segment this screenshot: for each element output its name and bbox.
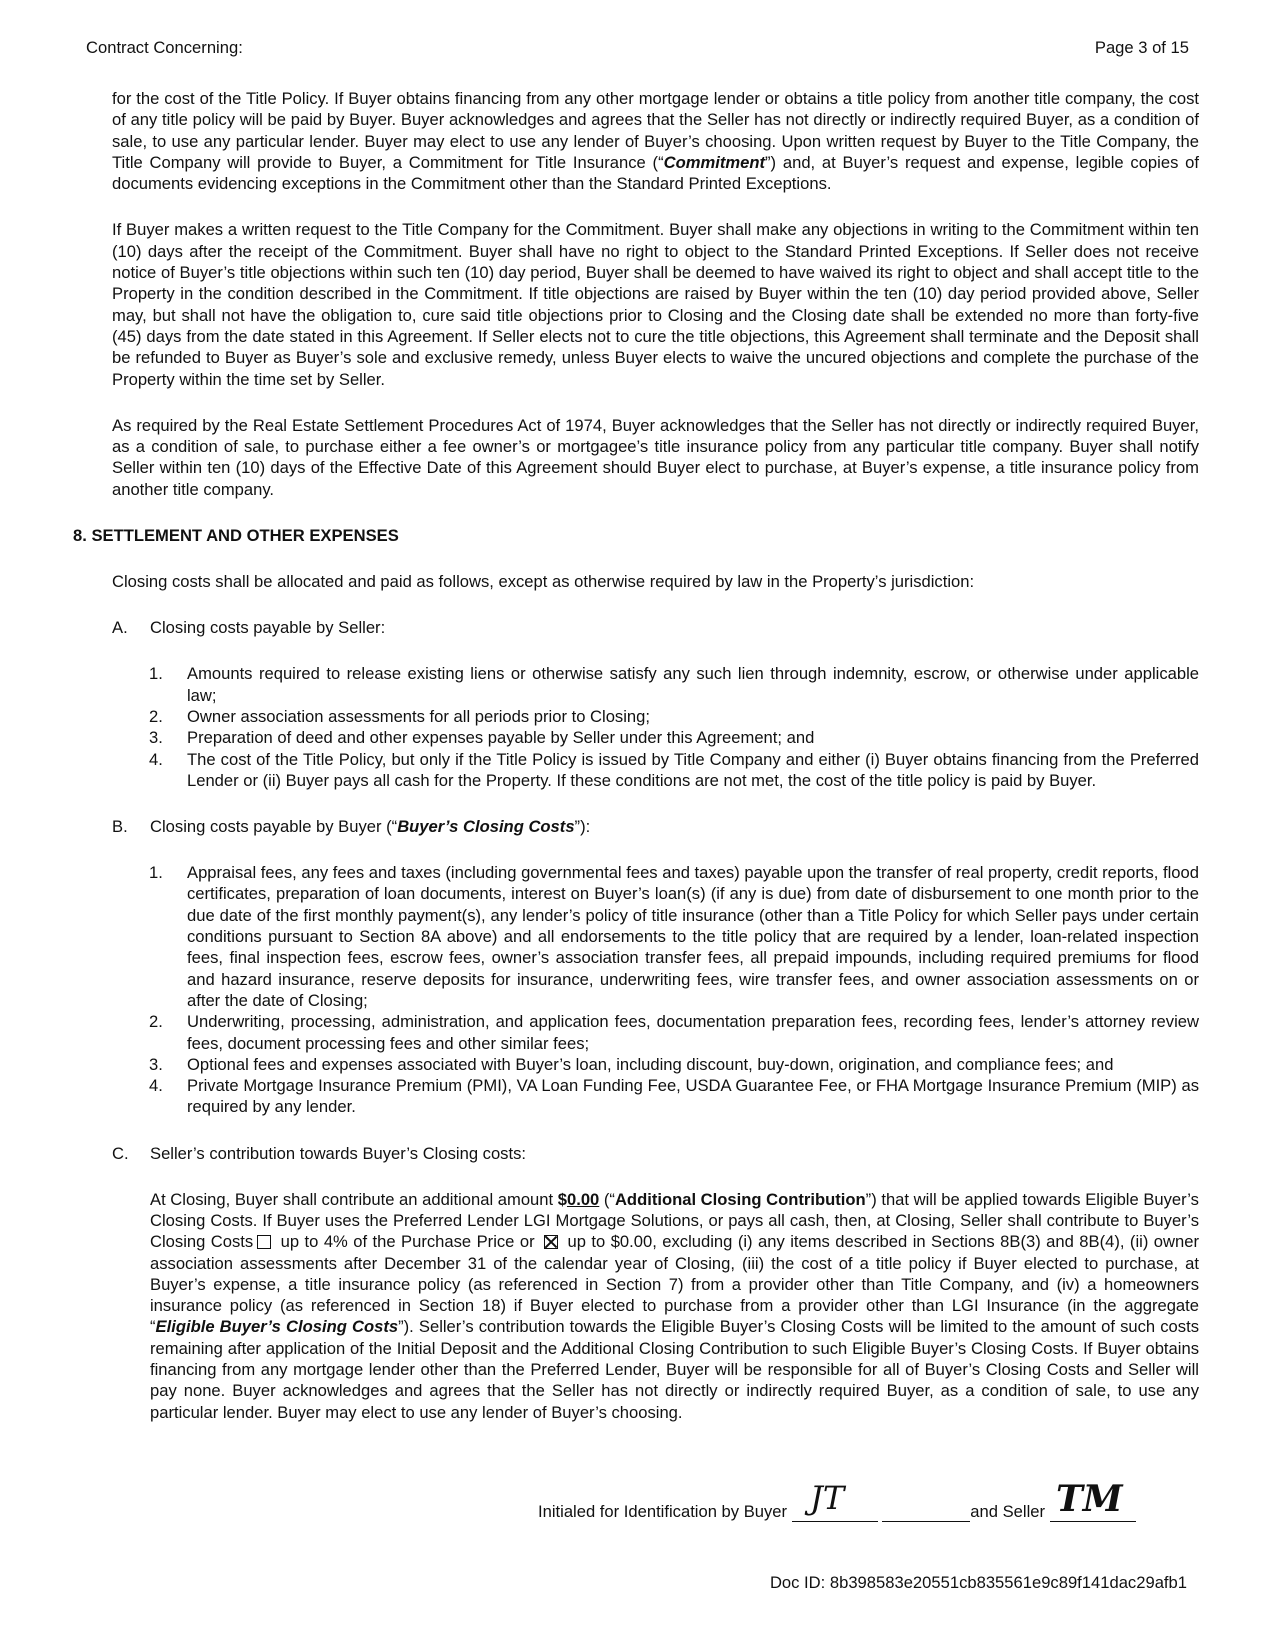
svg-text:JT: JT: [809, 1479, 844, 1517]
page-number: Page 3 of 15: [1094, 38, 1189, 57]
subsection-a-heading: [112, 617, 1199, 638]
title-paragraph-3: As required by the Real Estate Settlement Procedures Act of 1974, Buyer acknowledges that the Seller has not directly or indirectly required Buyer, as a condition of sale, to purchase either a fee owner’s or mortgagee’s title insurance policy from any particular title company. Buyer shall notify Seller within ten (10) days of the Effective Date of this Agreement should Buyer elect to purchase, at Buyer’s expense, a title insurance policy from another title company.: [112, 415, 1199, 499]
seller-costs-list: [0, 663, 1275, 791]
section-8-heading: 8. SETTLEMENT AND OTHER EXPENSES: [73, 526, 399, 546]
initials-line: [538, 1478, 1136, 1522]
initials-label: Initialed for Identification by Buyer: [538, 1502, 788, 1521]
option-fixed-amount-checkbox[interactable]: [544, 1235, 558, 1249]
option-4-percent-checkbox[interactable]: [257, 1235, 271, 1249]
subsection-b-title: Closing costs payable by Buyer (“Buyer’s Closing Costs”):: [150, 817, 591, 837]
commitment-term: Commitment: [663, 152, 766, 172]
svg-text:TM: TM: [1055, 1478, 1123, 1519]
second-buyer-initials-field[interactable]: [882, 1503, 970, 1522]
list-item: 3. Preparation of deed and other expenses payable by Seller under this Agreement; and: [149, 728, 815, 748]
list-item: 1. Amounts required to release existing liens or otherwise satisfy any such lien through indemnity, escrow, or otherwise under applicable law;: [149, 664, 1199, 705]
subsection-a-title: Closing costs payable by Seller:: [150, 618, 386, 638]
document-id: Doc ID: 8b398583e20551cb835561e9c89f141dac29afb1: [769, 1573, 1187, 1592]
contribution-amount: $0.00: [557, 1189, 600, 1209]
seller-label: and Seller: [970, 1502, 1046, 1521]
subsection-c-heading: [112, 1143, 1199, 1164]
buyer-costs-list: [0, 862, 1275, 1118]
seller-initials-signature: [1054, 1477, 1134, 1519]
seller-contribution-paragraph: At Closing, Buyer shall contribute an additional amount $0.00 (“Additional Closing Contribution”) that will be applied towards Eligible Buyer’s Closing Costs. If Buyer uses the Preferred Lender LGI Mortgage Solutions, or pays all cash, then, at Closing, Seller shall contribute to Buyer’s Closing Costs up to 4% of the Purchase Price or up to $0.00, excluding (i) any items described in Sections 8B(3) and 8B(4), (ii) owner association assessments after December 31 of the calendar year of Closing, (iii) the cost of a title policy if Buyer elected to purchase, at Buyer’s expense, a title insurance policy (as referenced in Section 7) from a provider other than Title Company, and (iv) a homeowners insurance policy (as referenced in Section 18) if Buyer elected to purchase from a provider other than LGI Insurance (in the aggregate “Eligible Buyer’s Closing Costs”). Seller’s contribution towards the Eligible Buyer’s Closing Costs will be limited to the amount of such costs remaining after application of the Initial Deposit and the Additional Closing Contribution to such Eligible Buyer’s Closing Costs. If Buyer obtains financing from any mortgage lender other than the Preferred Lender, Buyer will be responsible for all of Buyer’s Closing Costs and Seller will pay none. Buyer acknowledges and agrees that the Seller has not directly or indirectly required Buyer, as a condition of sale, to use any particular lender. Buyer may elect to use any lender of Buyer’s choosing.: [150, 1189, 1199, 1422]
subsection-a-label: A.: [112, 618, 128, 638]
seller-initials-field[interactable]: [1050, 1478, 1136, 1522]
list-item: 1. Appraisal fees, any fees and taxes (including governmental fees and taxes) payable upon the transfer of real property, credit reports, flood certificates, preparation of loan documents, interest on Buyer’s loan(s) (if any is due) from date of disbursement to one month prior to the due date of the first monthly payment(s), any lender’s policy of title insurance (other than a Title Policy for which Seller pays under certain conditions pursuant to Section 8A above) and all endorsements to the title policy that are required by a lender, loan-related inspection fees, final inspection fees, escrow fees, owner’s association transfer fees, all prepaid impounds, including required premiums for flood and hazard insurance, reserve deposits for insurance, underwriting fees, wire transfer fees, and owner association assessments on or after the date of Closing;: [149, 863, 1199, 1010]
list-item: 2. Owner association assessments for all periods prior to Closing;: [149, 706, 650, 726]
subsection-b-label: B.: [112, 817, 128, 837]
section-8-intro: Closing costs shall be allocated and paid as follows, except as otherwise required by law in the Property’s jurisdiction:: [112, 572, 975, 592]
list-item: 3. Optional fees and expenses associated with Buyer’s loan, including discount, buy-down, origination, and compliance fees; and: [149, 1054, 1114, 1074]
buyer-initials-field[interactable]: [792, 1479, 878, 1522]
subsection-b-heading: [112, 816, 1199, 837]
list-item: 4. Private Mortgage Insurance Premium (PMI), VA Loan Funding Fee, USDA Guarantee Fee, or FHA Mortgage Insurance Premium (MIP) as required by any lender.: [149, 1076, 1199, 1117]
header-left: Contract Concerning:: [86, 38, 243, 57]
title-paragraph-1: for the cost of the Title Policy. If Buyer obtains financing from any other mortgage lender or obtains a title policy from another title company, the cost of any title policy will be paid by Buyer. Buyer acknowledges and agrees that the Seller has not directly or indirectly required Buyer, as a condition of sale, to use any particular lender. Buyer may elect to use any lender of Buyer’s choosing. Upon written request by Buyer to the Title Company, the Title Company will provide to Buyer, a Commitment for Title Insurance (“Commitment”) and, at Buyer’s request and expense, legible copies of documents evidencing exceptions in the Commitment other than the Standard Printed Exceptions.: [112, 89, 1199, 194]
list-item: 2. Underwriting, processing, administration, and application fees, documentation preparation fees, recording fees, lender’s attorney review fees, document processing fees and other similar fees;: [149, 1012, 1199, 1053]
buyer-initials-signature: [796, 1479, 866, 1519]
subsection-c-label: C.: [112, 1143, 129, 1163]
title-paragraph-2: If Buyer makes a written request to the Title Company for the Commitment. Buyer shall make any objections in writing to the Commitment within ten (10) days after the receipt of the Commitment. Buyer shall have no right to object to the Standard Printed Exceptions. If Seller does not receive notice of Buyer’s title objections within such ten (10) day period, Buyer shall be deemed to have waived its right to object and shall accept title to the Property in the condition described in the Commitment. If title objections are raised by Buyer within the ten (10) day period provided above, Seller may, but shall not have the obligation to, cure said title objections prior to Closing and the Closing date shall be extended no more than forty-five (45) days from the date stated in this Agreement. If Seller elects not to cure the title objections, this Agreement shall terminate and the Deposit shall be refunded to Buyer as Buyer’s sole and exclusive remedy, unless Buyer elects to waive the uncured objections and complete the purchase of the Property within the time set by Seller.: [112, 220, 1199, 389]
page-body: [0, 88, 1275, 1423]
subsection-c-title: Seller’s contribution towards Buyer’s Closing costs:: [150, 1143, 526, 1163]
list-item: 4. The cost of the Title Policy, but only if the Title Policy is issued by Title Company and either (i) Buyer obtains financing from the Preferred Lender or (ii) Buyer pays all cash for the Property. If these conditions are not met, the cost of the title policy is paid by Buyer.: [149, 749, 1199, 790]
